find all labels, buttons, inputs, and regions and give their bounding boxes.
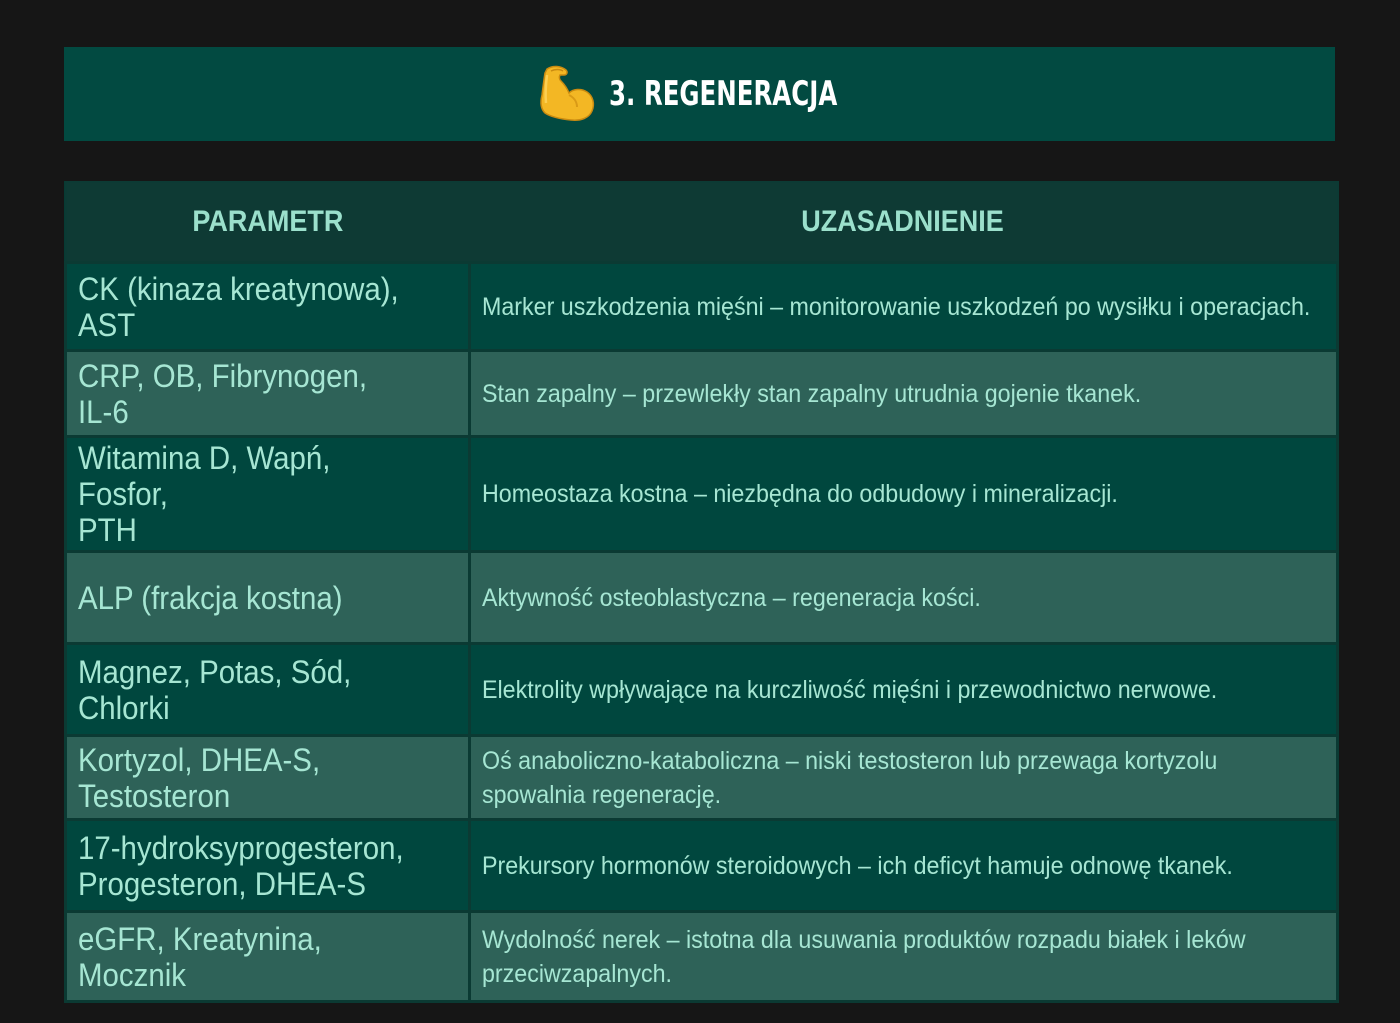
parameter-cell: Magnez, Potas, Sód, Chlorki bbox=[66, 644, 470, 736]
reason-cell: Homeostaza kostna – niezbędna do odbudowy i mineralizacji. bbox=[470, 437, 1338, 552]
parameter-cell: Kortyzol, DHEA-S, Testosteron bbox=[66, 736, 470, 820]
table-row bbox=[66, 644, 1338, 736]
table-row bbox=[66, 552, 1338, 644]
parameter-cell: CRP, OB, Fibrynogen, IL-6 bbox=[66, 351, 470, 437]
table-row bbox=[66, 351, 1338, 437]
parameter-cell: eGFR, Kreatynina, Mocznik bbox=[66, 912, 470, 1002]
header-uzasadnienie: UZASADNIENIE bbox=[470, 182, 1338, 263]
reason-cell: Aktywność osteoblastyczna – regeneracja kości. bbox=[470, 552, 1338, 644]
reason-cell: Oś anaboliczno-kataboliczna – niski testosteron lub przewaga kortyzolu spowalnia regenerację. bbox=[470, 736, 1338, 820]
reason-cell: Marker uszkodzenia mięśni – monitorowanie uszkodzeń po wysiłku i operacjach. bbox=[470, 263, 1338, 351]
reason-cell: Stan zapalny – przewlekły stan zapalny utrudnia gojenie tkanek. bbox=[470, 351, 1338, 437]
parameters-table bbox=[64, 181, 1339, 1003]
reason-cell: Elektrolity wpływające na kurczliwość mięśni i przewodnictwo nerwowe. bbox=[470, 644, 1338, 736]
parameter-cell: ALP (frakcja kostna) bbox=[66, 552, 470, 644]
table-row bbox=[66, 437, 1338, 552]
banner-title: 3. REGENERACJA bbox=[608, 74, 838, 114]
table-header-row bbox=[66, 182, 1338, 263]
header-parametr: PARAMETR bbox=[66, 182, 470, 263]
table-row bbox=[66, 263, 1338, 351]
section-banner bbox=[64, 47, 1335, 141]
parameter-cell: CK (kinaza kreatynowa), AST bbox=[66, 263, 470, 351]
parameter-cell: Witamina D, Wapń, Fosfor, PTH bbox=[66, 437, 470, 552]
reason-cell: Wydolność nerek – istotna dla usuwania produktów rozpadu białek i leków przeciwzapalnych. bbox=[470, 912, 1338, 1002]
table-row bbox=[66, 820, 1338, 912]
table-row bbox=[66, 912, 1338, 1002]
reason-cell: Prekursory hormonów steroidowych – ich deficyt hamuje odnowę tkanek. bbox=[470, 820, 1338, 912]
table-row bbox=[66, 736, 1338, 820]
parameter-cell: 17-hydroksyprogesteron, Progesteron, DHEA-S bbox=[66, 820, 470, 912]
flexed-biceps-icon bbox=[533, 61, 599, 127]
